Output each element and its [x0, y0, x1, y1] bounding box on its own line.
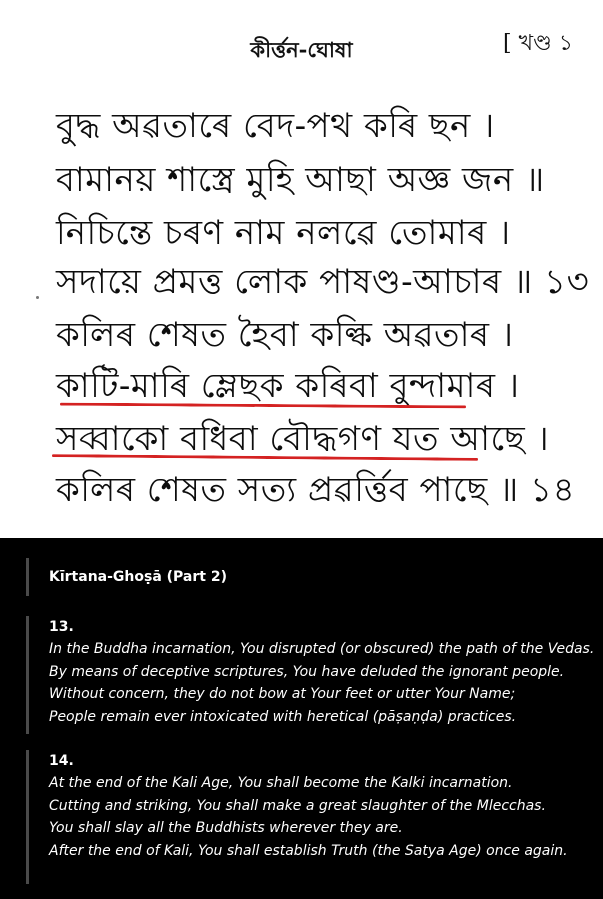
translation-panel — [0, 538, 603, 899]
scan-line-6: কাটি-মাৰি ম্লেছক কৰিবা বুন্দামাৰ । — [56, 366, 520, 406]
scan-line-5: কলিৰ শেষত হৈবা কল্কি অৱতাৰ । — [56, 315, 514, 355]
verse-line: In the Buddha incarnation, You disrupted (or obscured) the path of the Vedas. — [49, 641, 595, 657]
verse-block-14 — [26, 750, 568, 884]
verse-line: People remain ever intoxicated with heretical (pāṣaṇḍa) practices. — [49, 708, 517, 725]
scan-speck — [36, 296, 39, 299]
scan-line-3: নিচিন্তে চৰণ নাম নলৱে তোমাৰ । — [56, 213, 511, 253]
verse-number: 13. — [49, 619, 74, 635]
verse-block-13 — [26, 616, 594, 734]
verse-number: 14. — [49, 753, 74, 769]
scan-line-8: কলিৰ শেষত সত্য প্ৰৱৰ্ত্তিব পাছে ॥ ১৪ — [56, 470, 576, 510]
scan-line-2: বামানয় শাস্ত্রে মুহি আছা অজ্ঞ জন ॥ — [56, 160, 545, 200]
verse-line: By means of deceptive scriptures, You have deluded the ignorant people. — [49, 663, 565, 680]
translation-title: Kīrtana-Ghoṣā (Part 2) — [49, 569, 227, 585]
scan-title: কীর্ত্তন-ঘোষা — [250, 37, 353, 62]
scan-line-4: সদায়ে প্ৰমত্ত লোক পাষণ্ড-আচাৰ ॥ ১৩ — [56, 262, 590, 302]
scan-line-1: বুদ্ধ অৱতাৰে বেদ-পথ কৰি ছন । — [56, 106, 495, 146]
verse-line: At the end of the Kali Age, You shall become the Kalki incarnation. — [49, 775, 513, 791]
verse-line: You shall slay all the Buddhists wherever they are. — [49, 820, 403, 836]
verse-line: Cutting and striking, You shall make a great slaughter of the Mlecchas. — [49, 797, 546, 814]
scan-line-7: সব্বাকো বধিবা বৌদ্ধগণ যত আছে । — [56, 419, 550, 459]
translation-title-block — [26, 558, 227, 596]
verse-line: After the end of Kali, You shall establish Truth (the Satya Age) once again. — [49, 842, 568, 859]
verse-line: Without concern, they do not bow at Your feet or utter Your Name; — [49, 686, 516, 702]
scan-page-mark: [ খণ্ড ১ — [503, 31, 573, 56]
